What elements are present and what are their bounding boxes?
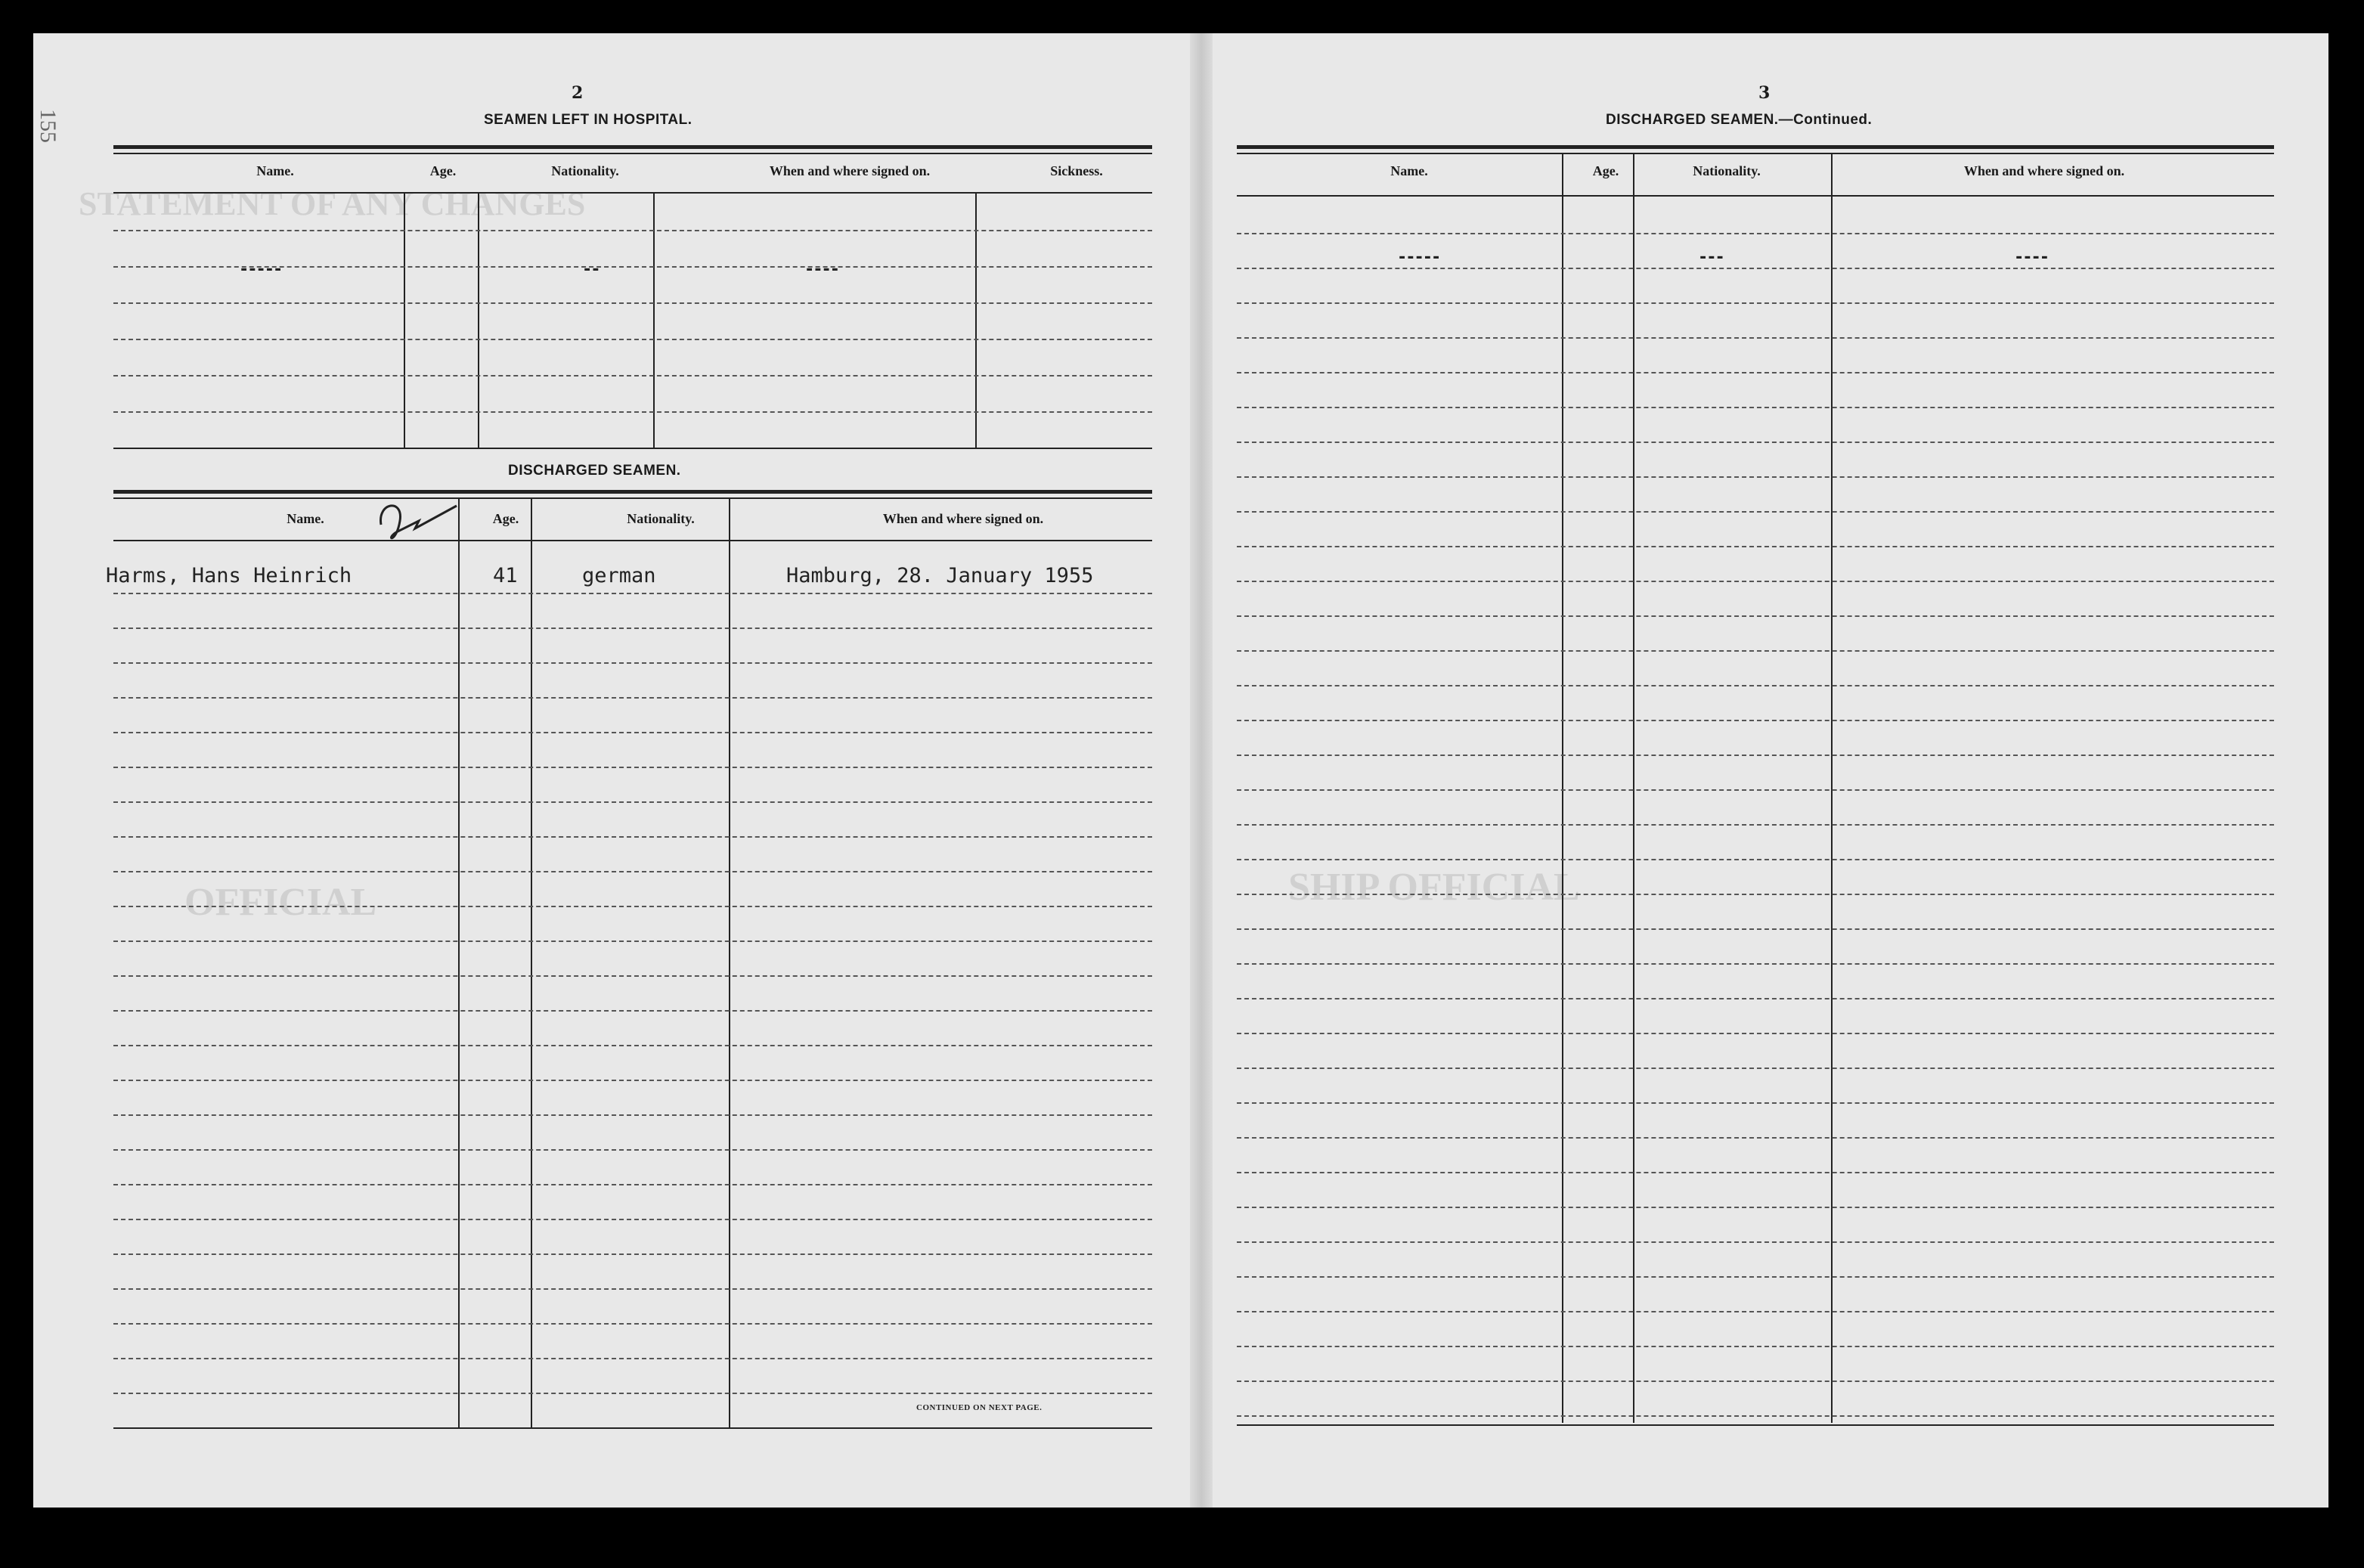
left-page [33, 33, 1190, 1508]
column-header-age: Age. [492, 511, 519, 526]
ruled-line [1237, 1346, 2274, 1347]
blank-mark: -- [582, 260, 600, 279]
discharged-name: Harms, Hans Heinrich [106, 564, 352, 587]
ruled-line [113, 339, 1152, 340]
ruled-line [1237, 1137, 2274, 1139]
column-header-signed-on: When and where signed on. [769, 163, 931, 178]
ruled-line [1237, 615, 2274, 617]
ruled-line [1237, 894, 2274, 895]
binding-gutter [1190, 33, 1213, 1508]
ruled-line [1237, 720, 2274, 721]
ruled-line [113, 836, 1152, 838]
ruled-line [1237, 685, 2274, 686]
ruled-line [113, 230, 1152, 231]
ruled-line [1237, 789, 2274, 791]
ruled-line [1237, 650, 2274, 652]
ruled-line [1237, 581, 2274, 582]
ruled-line [113, 1045, 1152, 1046]
ruled-line [1237, 998, 2274, 999]
column-header-nationality: Nationality. [1693, 163, 1761, 178]
ruled-line [113, 628, 1152, 629]
discharged-continued-title: DISCHARGED SEAMEN.—Continued. [1606, 112, 1873, 128]
ruled-line [1237, 1068, 2274, 1069]
ruled-line [113, 940, 1152, 942]
ruled-line [1237, 268, 2274, 269]
continued-note: CONTINUED ON NEXT PAGE. [916, 1403, 1043, 1412]
page-number: 2 [572, 83, 584, 103]
ruled-line [113, 1114, 1152, 1116]
column-header-sickness: Sickness. [1050, 163, 1103, 178]
ruled-line [113, 411, 1152, 413]
ruled-line [113, 302, 1152, 304]
table-rule [113, 192, 1152, 194]
bleed-through-text: OFFICIAL [184, 881, 377, 924]
ruled-line [1237, 1415, 2274, 1417]
ruled-line [113, 975, 1152, 977]
ruled-line [113, 732, 1152, 733]
ruled-line [1237, 546, 2274, 547]
ruled-line [113, 1010, 1152, 1012]
column-header-name: Name. [256, 163, 294, 178]
discharged-nationality: german [582, 564, 656, 587]
document-sheet [33, 33, 2328, 1508]
ruled-line [113, 1149, 1152, 1151]
column-header-signed-on: When and where signed on. [882, 511, 1044, 526]
ruled-line [113, 697, 1152, 699]
table-rule [113, 497, 1152, 499]
table-rule [113, 1427, 1152, 1429]
ruled-line [113, 1219, 1152, 1220]
table-rule [113, 490, 1152, 494]
column-header-signed-on: When and where signed on. [1963, 163, 2125, 178]
ruled-line [1237, 511, 2274, 513]
ruled-line [113, 1184, 1152, 1185]
ruled-line [1237, 1033, 2274, 1034]
table-rule [1237, 153, 2274, 154]
ruled-line [1237, 1241, 2274, 1243]
ruled-line [1237, 963, 2274, 965]
ruled-line [1237, 928, 2274, 930]
ruled-line [1237, 1276, 2274, 1278]
blank-mark: ----- [1397, 248, 1440, 267]
ruled-line [113, 1323, 1152, 1325]
table-rule [113, 540, 1152, 541]
signature-mark [373, 494, 464, 547]
ruled-line [113, 767, 1152, 768]
ruled-line [1237, 407, 2274, 408]
ruled-line [113, 593, 1152, 594]
table-rule [1237, 145, 2274, 149]
blank-mark: ---- [2014, 248, 2048, 267]
hospital-section-title: SEAMEN LEFT IN HOSPITAL. [484, 112, 692, 128]
ruled-line [113, 1288, 1152, 1290]
table-rule [1237, 1424, 2274, 1426]
discharged-section-title: DISCHARGED SEAMEN. [508, 463, 681, 479]
ruled-line [1237, 476, 2274, 478]
discharged-signed-on: Hamburg, 28. January 1955 [786, 564, 1094, 587]
blank-mark: ----- [239, 260, 282, 279]
ruled-line [1237, 824, 2274, 826]
table-rule [113, 145, 1152, 149]
ruled-line [113, 1080, 1152, 1081]
ruled-line [1237, 1207, 2274, 1208]
ruled-line [113, 906, 1152, 907]
ruled-line [1237, 1102, 2274, 1104]
ruled-line [1237, 755, 2274, 756]
ruled-line [1237, 233, 2274, 234]
blank-mark: ---- [804, 260, 838, 279]
ruled-line [113, 1393, 1152, 1394]
column-header-nationality: Nationality. [551, 163, 619, 178]
ruled-line [1237, 859, 2274, 860]
column-divider [1562, 153, 1563, 1423]
bleed-through-text: STATEMENT OF ANY CHANGES [79, 185, 586, 222]
column-header-age: Age. [1592, 163, 1619, 178]
column-header-nationality: Nationality. [627, 511, 695, 526]
ruled-line [1237, 372, 2274, 373]
blank-mark: --- [1698, 248, 1724, 267]
ruled-line [1237, 302, 2274, 304]
column-header-age: Age. [429, 163, 457, 178]
page-number: 3 [1758, 83, 1771, 103]
column-header-name: Name. [287, 511, 324, 526]
ruled-line [1237, 1172, 2274, 1173]
bleed-through-text: SHIP OFFICIAL [1288, 866, 1580, 909]
ruled-line [113, 871, 1152, 872]
ruled-line [113, 801, 1152, 803]
ruled-line [1237, 1311, 2274, 1312]
ruled-line [113, 1253, 1152, 1255]
ruled-line [113, 375, 1152, 377]
discharged-age: 41 [493, 564, 518, 587]
column-header-name: Name. [1390, 163, 1428, 178]
table-rule [113, 448, 1152, 449]
ruled-line [1237, 442, 2274, 443]
ruled-line [1237, 1381, 2274, 1382]
table-rule [1237, 195, 2274, 197]
margin-number: 155 [36, 109, 60, 143]
column-divider [1633, 153, 1634, 1423]
column-divider [1831, 153, 1833, 1423]
ruled-line [1237, 337, 2274, 339]
ruled-line [113, 1358, 1152, 1359]
ruled-line [113, 662, 1152, 664]
table-rule [113, 153, 1152, 154]
right-page [1213, 33, 2328, 1508]
